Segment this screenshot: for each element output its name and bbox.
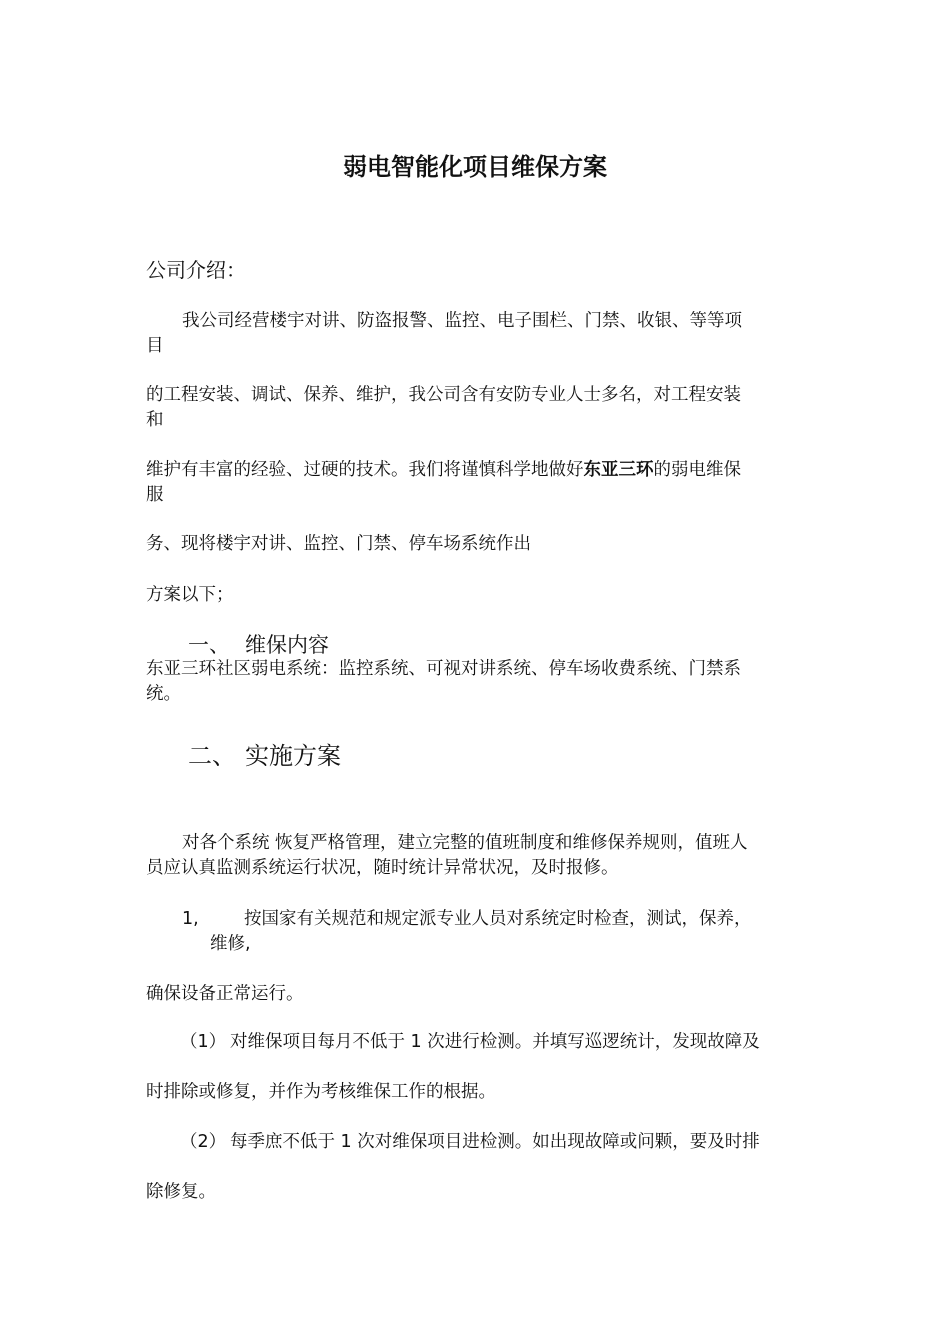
sub2-line: 除修复。 — [146, 1182, 216, 1202]
section2-title: 实施方案 — [245, 742, 341, 770]
intro-line: 方案以下； — [146, 585, 234, 605]
section1-line: 统。 — [146, 684, 181, 704]
section1-line: 东亚三环社区弱电系统：监控系统、可视对讲系统、停车场收费系统、门禁系 — [146, 659, 741, 679]
item1-line: 维修, — [210, 934, 251, 954]
intro-line: 目 — [146, 336, 164, 356]
intro-line: 维护有丰富的经验、过硬的技术。我们将谨慎科学地做好东亚三环的弱电维保 — [146, 460, 741, 480]
intro-heading: 公司介绍： — [146, 258, 246, 282]
section1-title: 维保内容 — [245, 633, 329, 657]
intro-line: 的工程安装、调试、保养、维护，我公司含有安防专业人士多名，对工程安装 — [146, 385, 741, 405]
intro-line: 务、现将楼宇对讲、监控、门禁、停车场系统作出 — [146, 534, 531, 554]
section2-line: 员应认真监测系统运行状况，随时统计异常状况，及时报修。 — [146, 858, 619, 878]
sub2-number: （2） — [180, 1132, 227, 1152]
item1-number: 1, — [182, 909, 199, 929]
intro-line: 和 — [146, 410, 164, 430]
section2-line: 对各个系统 恢复严格管理，建立完整的值班制度和维修保养规则，值班人 — [182, 833, 748, 853]
sub2-line: 每季庶不低于 1 次对维保项目进检测。如出现故障或问颗，要及时排 — [230, 1132, 760, 1152]
sub1-line: 对维保项目每月不低于 1 次进行检测。并填写巡逻统计，发现故障及 — [230, 1032, 760, 1052]
client-name: 东亚三环 — [583, 460, 654, 480]
section1-number: 一、 — [188, 633, 230, 657]
document-title: 弱电智能化项目维保方案 — [343, 153, 607, 181]
section2-number: 二、 — [188, 742, 236, 770]
intro-line: 服 — [146, 485, 164, 505]
item1-line: 确保设备正常运行。 — [146, 984, 304, 1004]
intro-line: 我公司经营楼宇对讲、防盗报警、监控、电子围栏、门禁、收银、等等项 — [182, 311, 742, 331]
sub1-number: （1） — [180, 1032, 227, 1052]
sub1-line: 时排除或修复，并作为考核维保工作的根据。 — [146, 1082, 496, 1102]
item1-line: 按国家有关规范和规定派专业人员对系统定时检查，测试，保养， — [244, 909, 752, 929]
